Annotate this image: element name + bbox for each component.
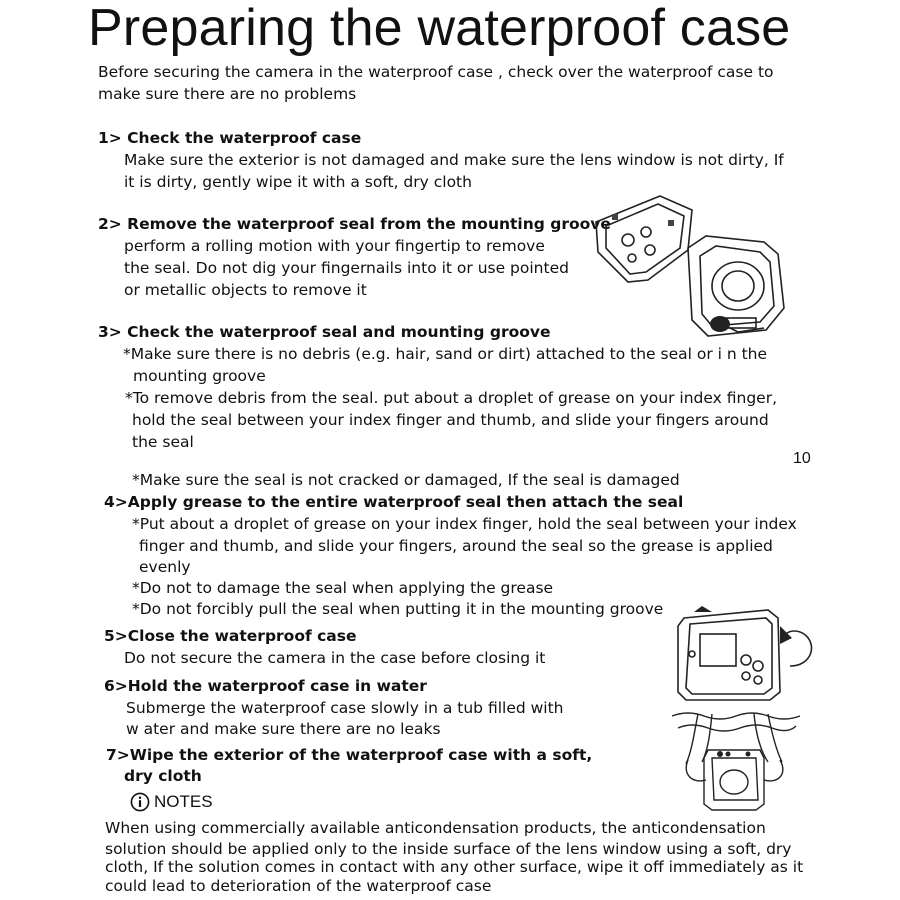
step-5-heading: 5>Close the waterproof case — [104, 627, 357, 645]
info-icon — [130, 792, 150, 812]
step-4-line: finger and thumb, and slide your fingers, around the seal so the grease is applied — [139, 537, 773, 555]
step-2-line: or metallic objects to remove it — [124, 281, 367, 299]
step-2-line: the seal. Do not dig your fingernails into it or use pointed — [124, 259, 569, 277]
notes-label-row — [130, 792, 213, 812]
step-7-heading: 7>Wipe the exterior of the waterproof case with a soft, — [106, 746, 593, 764]
notes-label: NOTES — [154, 792, 213, 811]
intro-line-1: Before securing the camera in the waterproof case , check over the waterproof case to — [98, 63, 774, 81]
step-1-line: Make sure the exterior is not damaged and make sure the lens window is not dirty, If — [124, 151, 784, 169]
step-3-line: mounting groove — [133, 367, 266, 385]
intro-line-2: make sure there are no problems — [98, 85, 357, 103]
step-3-line: *To remove debris from the seal. put about a droplet of grease on your index finger, — [125, 389, 778, 407]
step-4-line: *Put about a droplet of grease on your index finger, hold the seal between your index — [132, 515, 797, 533]
step-5-line: Do not secure the camera in the case before closing it — [124, 649, 546, 667]
notes-line: solution should be applied only to the inside surface of the lens window using a soft, dry — [105, 840, 792, 858]
step-6-line: Submerge the waterproof case slowly in a tub filled with — [126, 699, 564, 717]
step-3-line: the seal — [132, 433, 194, 451]
open-case-illustration — [588, 190, 788, 340]
step-3-line: *Make sure the seal is not cracked or damaged, If the seal is damaged — [132, 471, 680, 489]
page-number: 10 — [793, 450, 811, 467]
step-6-line: w ater and make sure there are no leaks — [126, 720, 441, 738]
notes-line: cloth, If the solution comes in contact with any other surface, wipe it off immediately as it — [105, 858, 804, 876]
case-in-water-illustration — [668, 704, 803, 814]
step-2-line: perform a rolling motion with your fingertip to remove — [124, 237, 545, 255]
step-3-line: *Make sure there is no debris (e.g. hair, sand or dirt) attached to the seal or i n the — [123, 345, 768, 363]
step-2-heading: 2> Remove the waterproof seal from the mounting groove — [98, 215, 611, 233]
step-3-heading: 3> Check the waterproof seal and mounting groove — [98, 323, 551, 341]
step-1-line: it is dirty, gently wipe it with a soft, dry cloth — [124, 173, 472, 191]
step-6-heading: 6>Hold the waterproof case in water — [104, 677, 427, 695]
step-4-line: *Do not to damage the seal when applying the grease — [132, 579, 554, 597]
step-4-heading: 4>Apply grease to the entire waterproof seal then attach the seal — [104, 493, 684, 511]
page-title: Preparing the waterproof case — [88, 0, 791, 57]
closed-case-illustration — [672, 604, 822, 704]
step-3-line: hold the seal between your index finger and thumb, and slide your fingers around — [132, 411, 769, 429]
notes-line: When using commercially available anticondensation products, the anticondensation — [105, 819, 766, 837]
step-4-line: evenly — [139, 558, 191, 576]
step-1-heading: 1> Check the waterproof case — [98, 129, 362, 147]
step-4-line: *Do not forcibly pull the seal when putting it in the mounting groove — [132, 600, 664, 618]
notes-line: could lead to deterioration of the waterproof case — [105, 877, 492, 895]
step-7-heading: dry cloth — [124, 767, 202, 785]
